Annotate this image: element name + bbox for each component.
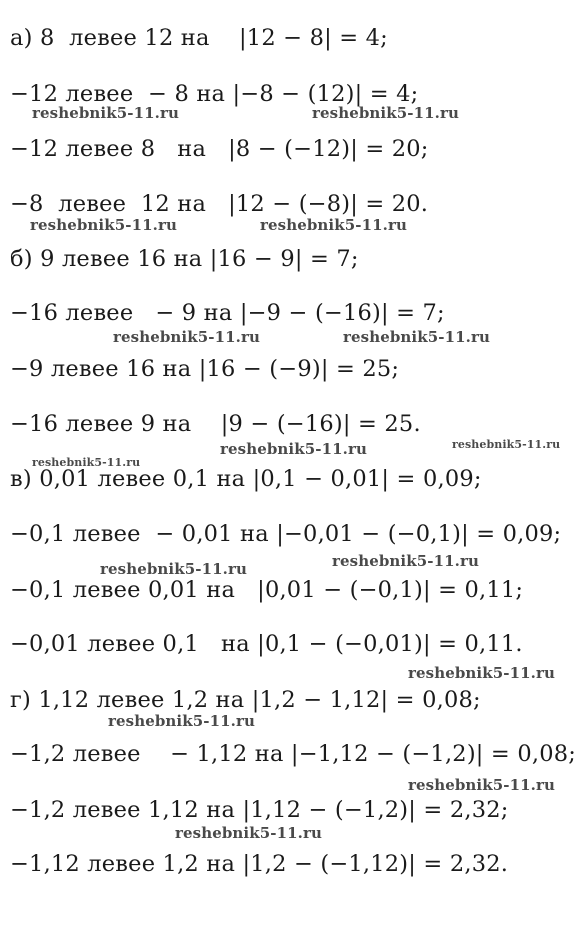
line-d4: −1,12 левее 1,2 на |1,2 − (−1,12)| = 2,32. bbox=[10, 851, 509, 877]
line-d1: г) 1,12 левее 1,2 на |1,2 − 1,12| = 0,08; bbox=[10, 687, 481, 713]
line-c1: в) 0,01 левее 0,1 на |0,1 − 0,01| = 0,09; bbox=[10, 466, 482, 492]
watermark: reshebnik5-11.ru bbox=[113, 328, 260, 346]
line-b1: б) 9 левее 16 на |16 − 9| = 7; bbox=[10, 246, 359, 272]
watermark: reshebnik5-11.ru bbox=[100, 560, 247, 578]
watermark: reshebnik5-11.ru bbox=[220, 440, 367, 458]
watermark: reshebnik5-11.ru bbox=[30, 216, 177, 234]
line-a3: −12 левее 8 на |8 − (−12)| = 20; bbox=[10, 136, 429, 162]
watermark: reshebnik5-11.ru bbox=[32, 456, 141, 469]
watermark: reshebnik5-11.ru bbox=[108, 712, 255, 730]
line-d3: −1,2 левее 1,12 на |1,12 − (−1,2)| = 2,32; bbox=[10, 797, 509, 823]
line-a4: −8 левее 12 на |12 − (−8)| = 20. bbox=[10, 191, 429, 217]
line-c3: −0,1 левее 0,01 на |0,01 − (−0,1)| = 0,11; bbox=[10, 577, 524, 603]
line-b3: −9 левее 16 на |16 − (−9)| = 25; bbox=[10, 356, 400, 382]
watermark: reshebnik5-11.ru bbox=[408, 664, 555, 682]
watermark: reshebnik5-11.ru bbox=[175, 824, 322, 842]
line-d2: −1,2 левее − 1,12 на |−1,12 − (−1,2)| = 0,08; bbox=[10, 741, 577, 767]
line-b4: −16 левее 9 на |9 − (−16)| = 25. bbox=[10, 411, 421, 437]
watermark: reshebnik5-11.ru bbox=[332, 552, 479, 570]
watermark: reshebnik5-11.ru bbox=[452, 438, 561, 451]
watermark: reshebnik5-11.ru bbox=[408, 776, 555, 794]
line-b2: −16 левее − 9 на |−9 − (−16)| = 7; bbox=[10, 300, 445, 326]
watermark: reshebnik5-11.ru bbox=[260, 216, 407, 234]
line-a1: а) 8 левее 12 на |12 − 8| = 4; bbox=[10, 25, 388, 51]
line-a2: −12 левее − 8 на |−8 − (12)| = 4; bbox=[10, 81, 419, 107]
line-c4: −0,01 левее 0,1 на |0,1 − (−0,01)| = 0,11. bbox=[10, 631, 523, 657]
line-c2: −0,1 левее − 0,01 на |−0,01 − (−0,1)| = 0,09; bbox=[10, 521, 562, 547]
watermark: reshebnik5-11.ru bbox=[32, 104, 179, 122]
watermark: reshebnik5-11.ru bbox=[343, 328, 490, 346]
watermark: reshebnik5-11.ru bbox=[312, 104, 459, 122]
